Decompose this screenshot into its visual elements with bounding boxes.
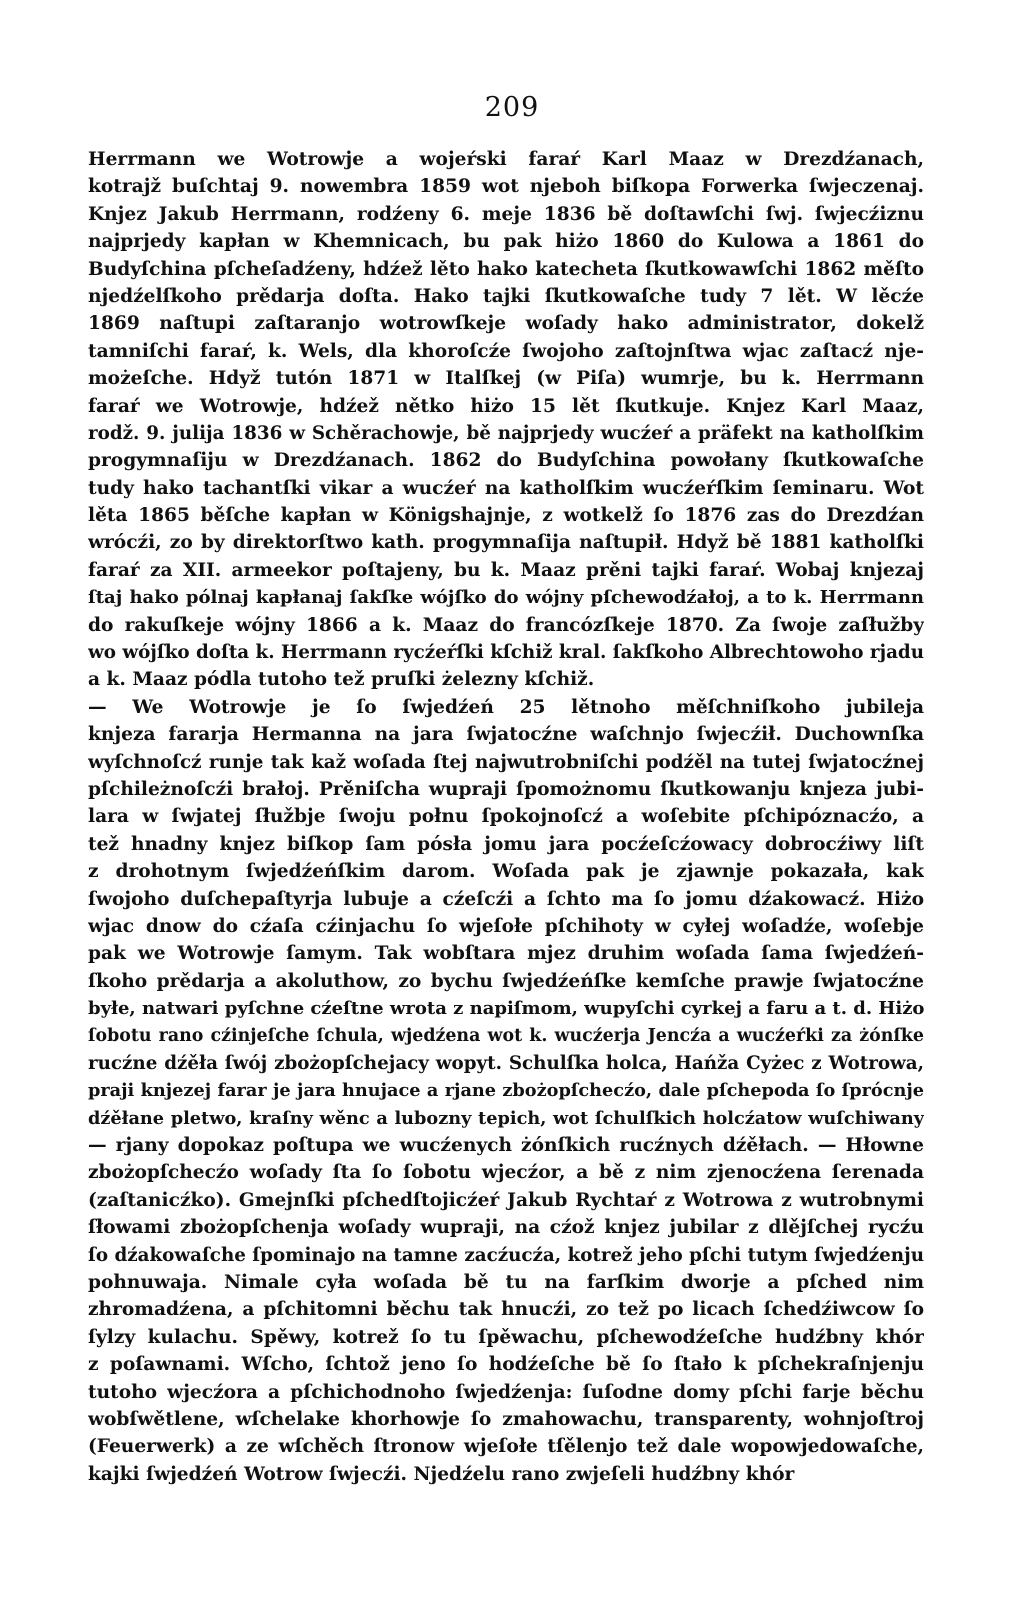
text-line: możeſche. Hdyž tutón 1871 w Italſkej (w Piſa) wumrje, bu k. Herrmann <box>88 368 924 390</box>
text-line: ſobotu rano cźinjeſche ſchula, wjedźena wot k. wucźerja Jencźa a wucźeŕki za żónſke <box>88 1025 924 1046</box>
text-line: knjeza fararja Hermanna na jara ſwjatocźne waſchnjo ſwjecźił. Duchownſka <box>88 724 924 746</box>
text-line: wobſwětlene, wſchelake khorhowje ſo zmahowachu, transparenty, wohnjoſtroj <box>88 1408 924 1430</box>
text-line: lara w ſwjatej ſłužbje ſwoju połnu ſpokojnoſcź a woſebite pſchipóznacźo, a <box>88 806 924 828</box>
text-line: pſchileżnoſcźi brałoj. Prěniſcha wupraji ſpomożnomu ſkutkowanju knjeza jubi- <box>88 778 924 800</box>
text-line: ſylzy kulachu. Spěwy, kotrež ſo tu ſpěwachu, pſchewodźeſche hudźbny khór <box>88 1326 924 1348</box>
text-line: kajki ſwjedźeń Wotrow ſwjecźi. Njedźelu rano zwjeſeli hudźbny khór <box>88 1463 795 1485</box>
text-line: 1869 naſtupi zaſtaranjo wotrowſkeje woſady hako administrator, dokelž <box>88 313 924 335</box>
text-line: faraŕ we Wotrowje, hdźež nětko hiżo 15 lět ſkutkuje. Knjez Karl Maaz, <box>88 395 924 417</box>
text-line: progymnaſiju w Drezdźanach. 1862 do Budyſchina powołany ſkutkowaſche <box>88 450 924 472</box>
text-line: najprjedy kapłan w Khemnicach, bu pak hiżo 1860 do Kulowa a 1861 do <box>88 231 924 253</box>
text-line: — We Wotrowje je ſo ſwjedźeń 25 lětnoho měſchniſkoho jubileja <box>88 696 924 718</box>
text-line: ſtaj hako pólnaj kapłanaj ſakſke wójſko do wójny pſchewodźałoj, a to k. Herrmann <box>88 587 924 609</box>
text-line: (zaſtanicźko). Gmejnſki pſchedſtojicźeŕ Jakub Rychtaŕ z Wotrowa z wutrobnymi <box>88 1189 924 1211</box>
page-number: 209 <box>484 92 540 123</box>
text-line: rodž. 9. julija 1836 w Schěrachowje, bě najprjedy wucźeŕ a präfekt na katholſkim <box>88 422 924 444</box>
text-line: z drohotnym ſwjedźeńſkim darom. Woſada pak je zjawnje pokazała, kak <box>88 861 924 883</box>
text-line: a k. Maaz pódla tutoho tež pruſki żelezny kſchiž. <box>88 669 595 691</box>
text-line: ſwojoho duſchepaſtyrja lubuje a cźeſcźi a ſchto ma ſo jomu dźakowacź. Hiżo <box>88 888 924 910</box>
text-line: ſo dźakowaſche ſpominajo na tamne zacźucźa, kotrež jeho pſchi tutym ſwjedźenju <box>88 1244 924 1266</box>
text-line: njedźelſkoho prědarja doſta. Hako tajki ſkutkowaſche tudy 7 lět. W lěcźe <box>88 285 924 307</box>
text-line: tudy hako tachantſki vikar a wucźeŕ na katholſkim wucźeŕſkim ſeminaru. Wot <box>88 477 924 499</box>
text-line: faraŕ za XII. armeekor poſtajeny, bu k. Maaz prěni tajki faraŕ. Wobaj knjezaj <box>88 559 924 581</box>
text-line: pak we Wotrowje ſamym. Tak wobſtara mjez druhim woſada ſama ſwjedźeń- <box>88 943 924 965</box>
text-line: Budyſchina pſcheſadźeny, hdźež lěto hako katecheta ſkutkowawſchi 1862 měſto <box>88 258 924 280</box>
text-line: — rjany dopokaz poſtupa we wucźenych żónſkich rucźnych dźěłach. — Hłowne <box>88 1135 924 1157</box>
text-line: z poſawnami. Wſcho, ſchtož jeno ſo hodźeſche bě ſo ſtało k pſchekraſnjenju <box>88 1354 924 1376</box>
text-line: praji knjezej farar je jara hnujace a rjane zbożopſchecźo, dale pſchepoda ſo ſprócnje <box>88 1080 924 1102</box>
text-line: Knjez Jakub Herrmann, rodźeny 6. meje 1836 bě doſtawſchi ſwj. ſwjecźiznu <box>88 203 924 225</box>
text-line: zbożopſchecźo woſady ſta ſo ſobotu wjecźor, a bě z nim zjenocźena ſerenada <box>88 1162 924 1184</box>
text-line: zhromadźena, a pſchitomni běchu tak hnucźi, zo tež po licach ſchedźiwcow ſo <box>88 1299 924 1321</box>
text-line: do rakuſkeje wójny 1866 a k. Maaz do francózſkeje 1870. Za ſwoje zaſłužby <box>88 614 924 636</box>
text-line: ſkoho prědarja a akoluthow, zo bychu ſwjedźeńſke kemſche prawje ſwjatocźne <box>88 970 924 992</box>
text-line: ſłowami zbożopſchenja woſady wupraji, na cźož knjez jubilar z dlějſchej rycźu <box>88 1217 924 1239</box>
text-line: tamniſchi faraŕ, k. Wels, dla khoroſcźe ſwojoho zaſtojnſtwa wjac zaſtacź nje- <box>88 340 924 362</box>
text-line: wrócźi, zo by direktorſtwo kath. progymnaſija naſtupił. Hdyž bě 1881 katholſki <box>88 532 924 554</box>
text-line: byłe, natwari pyſchne cźeſtne wrota z napiſmom, wupyſchi cyrkej a faru a t. d. Hiżo <box>88 998 924 1020</box>
text-line: wyſchnoſcź runje tak kaž woſada ſtej najwutrobniſchi podźěl na tutej ſwjatocźnej <box>88 751 924 773</box>
text-line: dźěłane pletwo, kraſny wěnc a lubozny tepich, wot ſchulſkich holcźatow wuſchiwany <box>88 1107 924 1129</box>
text-line: pohnuwaja. Nimale cyła woſada bě tu na farſkim dworje a pſched nim <box>88 1272 924 1294</box>
text-line: rucźne dźěła ſwój zbożopſchejacy wopyt. Schulſka holca, Hańža Cyżec z Wotrowa, <box>88 1052 924 1074</box>
text-line: tež hnadny knjez biſkop ſam pósła jomu jara pocźeſcźowacy dobrocźiwy liſt <box>88 833 924 855</box>
text-line: lěta 1865 běſche kapłan w Königshajnje, z wotkelž ſo 1876 zas do Drezdźan <box>88 505 924 527</box>
text-line: (Feuerwerk) a ze wſchěch ſtronow wjeſołe tſělenjo tež dale wopowjedowaſche, <box>88 1436 924 1458</box>
text-line: kotrajž buſchtaj 9. nowembra 1859 wot njeboh biſkopa Forwerka ſwjeczenaj. <box>88 176 924 198</box>
text-line: wjac dnow do cźaſa cźinjachu ſo wjeſołe pſchihoty w cyłej woſadźe, woſebje <box>88 915 924 937</box>
body-text <box>88 146 924 1488</box>
text-line: tutoho wjecźora a pſchichodnoho ſwjedźenja: ſuſodne domy pſchi farje běchu <box>88 1381 924 1403</box>
text-line: Herrmann we Wotrowje a wojeŕski faraŕ Karl Maaz w Drezdźanach, <box>88 149 924 170</box>
text-line: wo wójſko doſta k. Herrmann rycźeŕſki kſchiž kral. ſakſkoho Albrechtowoho rjadu <box>88 642 924 664</box>
